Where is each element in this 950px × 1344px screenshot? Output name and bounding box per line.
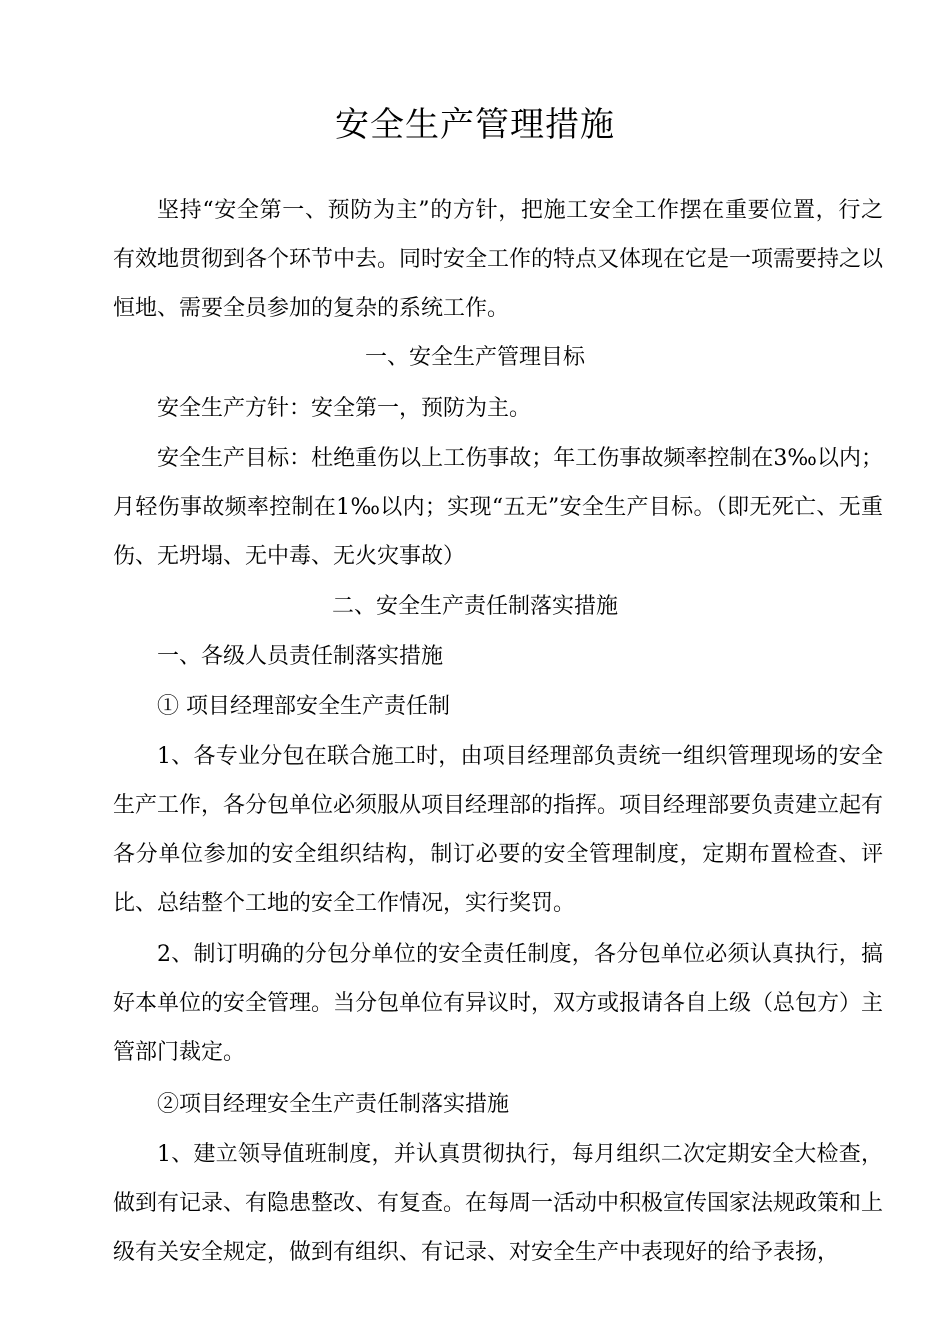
item2-paragraph-1: 1、建立领导值班制度，并认真贯彻执行，每月组织二次定期安全大检查，做到有记录、有隐患整改、有复查。在每周一活动中积极宣传国家法规政策和上级有关安全规定，做到有组织、有记录、对安全生产中表现好的给予表扬， (113, 1142, 884, 1265)
item2-heading: ②项目经理安全生产责任制落实措施 (157, 1092, 510, 1117)
section2-heading: 二、安全生产责任制落实措施 (331, 594, 618, 619)
item1-paragraph-1: 1、各专业分包在联合施工时，由项目经理部负责统一组织管理现场的安全生产工作，各分包单位必须服从项目经理部的指挥。项目经理部要负责建立起有各分单位参加的安全组织结构，制订必要的安全管理制度，定期布置检查、评比、总结整个工地的安全工作情况，实行奖罚。 (113, 744, 884, 916)
policy-paragraph: 安全生产方针：安全第一，预防为主。 (157, 396, 532, 421)
document-title: 安全生产管理措施 (335, 105, 615, 145)
item1-heading: ① 项目经理部安全生产责任制 (157, 694, 450, 719)
section1-heading: 一、安全生产管理目标 (364, 345, 585, 370)
sub1-heading: 一、各级人员责任制落实措施 (157, 644, 444, 669)
item1-paragraph-2: 2、制订明确的分包分单位的安全责任制度，各分包单位必须认真执行，搞好本单位的安全管理。当分包单位有异议时，双方或报请各自上级（总包方）主管部门裁定。 (113, 942, 884, 1065)
intro-paragraph: 坚持“安全第一、预防为主”的方针，把施工安全工作摆在重要位置，行之有效地贯彻到各个环节中去。同时安全工作的特点又体现在它是一项需要持之以恒地、需要全员参加的复杂的系统工作。 (113, 198, 884, 321)
target-paragraph: 安全生产目标：杜绝重伤以上工伤事故；年工伤事故频率控制在3‰以内；月轻伤事故频率控制在1‰以内；实现“五无”安全生产目标。（即无死亡、无重伤、无坍塌、无中毒、无火灾事故） (113, 446, 883, 569)
